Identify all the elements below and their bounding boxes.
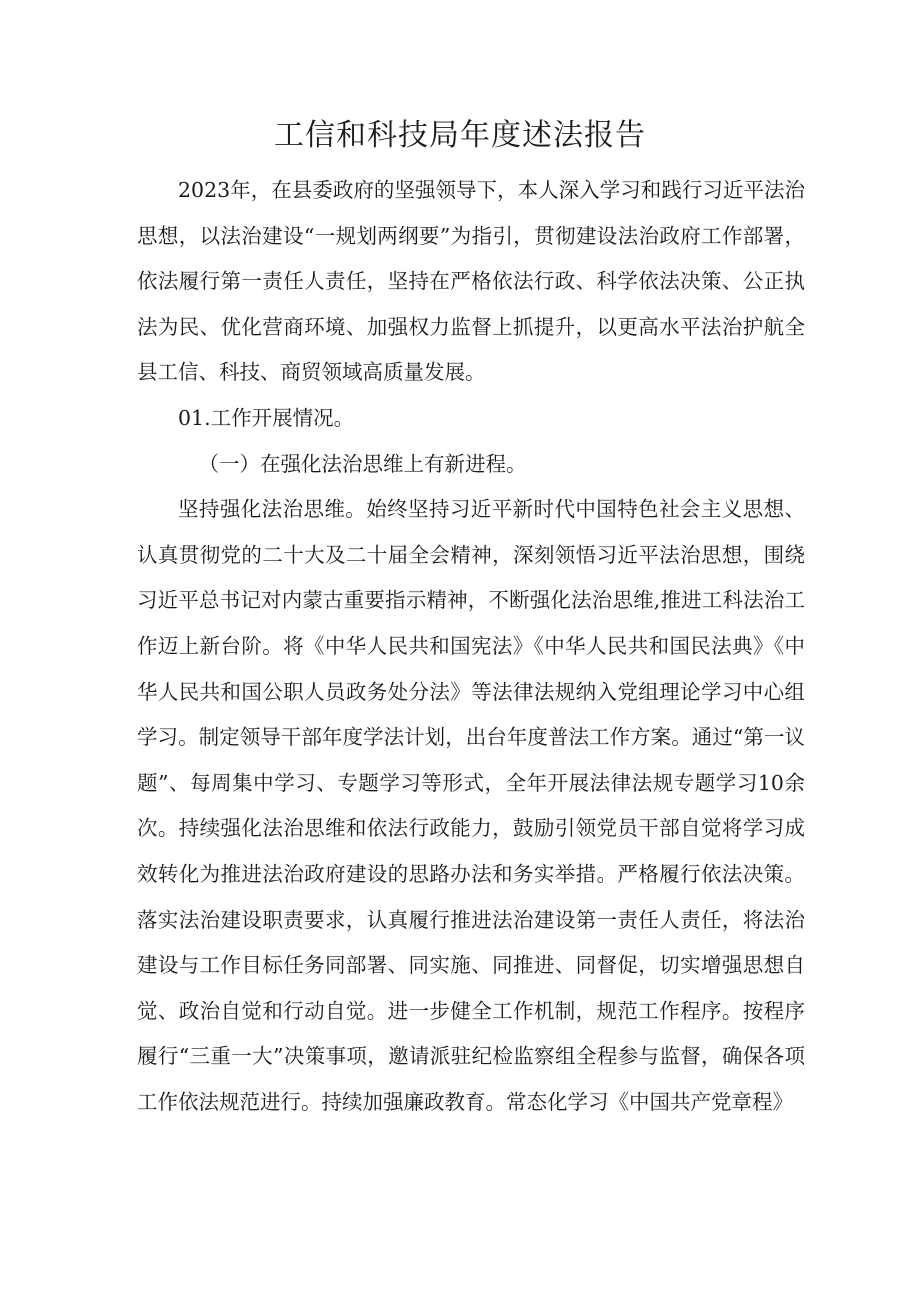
document-body xyxy=(137,168,805,1125)
section-heading: 01.工作开展情况。 xyxy=(178,405,355,430)
body-paragraph: 坚持强化法治思维。始终坚持习近平新时代中国特色社会主义思想、认真贯彻党的二十大及二十届全会精神，深刻领悟习近平法治思想，围绕习近平总书记对内蒙古重要指示精神，不断强化法治思维,推进工科法治工作迈上新台阶。将《中华人民共和国宪法》《中华人民共和国民法典》《中华人民共和国公职人员政务处分法》等法律法规纳入党组理论学习中心组学习。制定领导干部年度学法计划，出台年度普法工作方案。通过“第一议题”、每周集中学习、专题学习等形式，全年开展法律法规专题学习10余次。持续强化法治思维和依法行政能力，鼓励引领党员干部自觉将学习成效转化为推进法治政府建设的思路办法和务实举措。严格履行依法决策。落实法治建设职责要求，认真履行推进法治建设第一责任人责任，将法治建设与工作目标任务同部署、同实施、同推进、同督促，切实增强思想自觉、政治自觉和行动自觉。进一步健全工作机制，规范工作程序。按程序履行“三重一大”决策事项，邀请派驻纪检监察组全程参与监督，确保各项工作依法规范进行。持续加强廉政教育。常态化学习《中国共产党章程》 xyxy=(137,497,805,1114)
intro-paragraph: 2023年，在县委政府的坚强领导下，本人深入学习和践行习近平法治思想，以法治建设“一规划两纲要”为指引，贯彻建设法治政府工作部署，依法履行第一责任人责任，坚持在严格依法行政、科学依法决策、公正执法为民、优化营商环境、加强权力监督上抓提升，以更高水平法治护航全县工信、科技、商贸领域高质量发展。 xyxy=(137,178,805,385)
subsection-heading: （一）在强化法治思维上有新进程。 xyxy=(198,451,527,476)
document-title: 工信和科技局年度述法报告 xyxy=(274,118,646,153)
